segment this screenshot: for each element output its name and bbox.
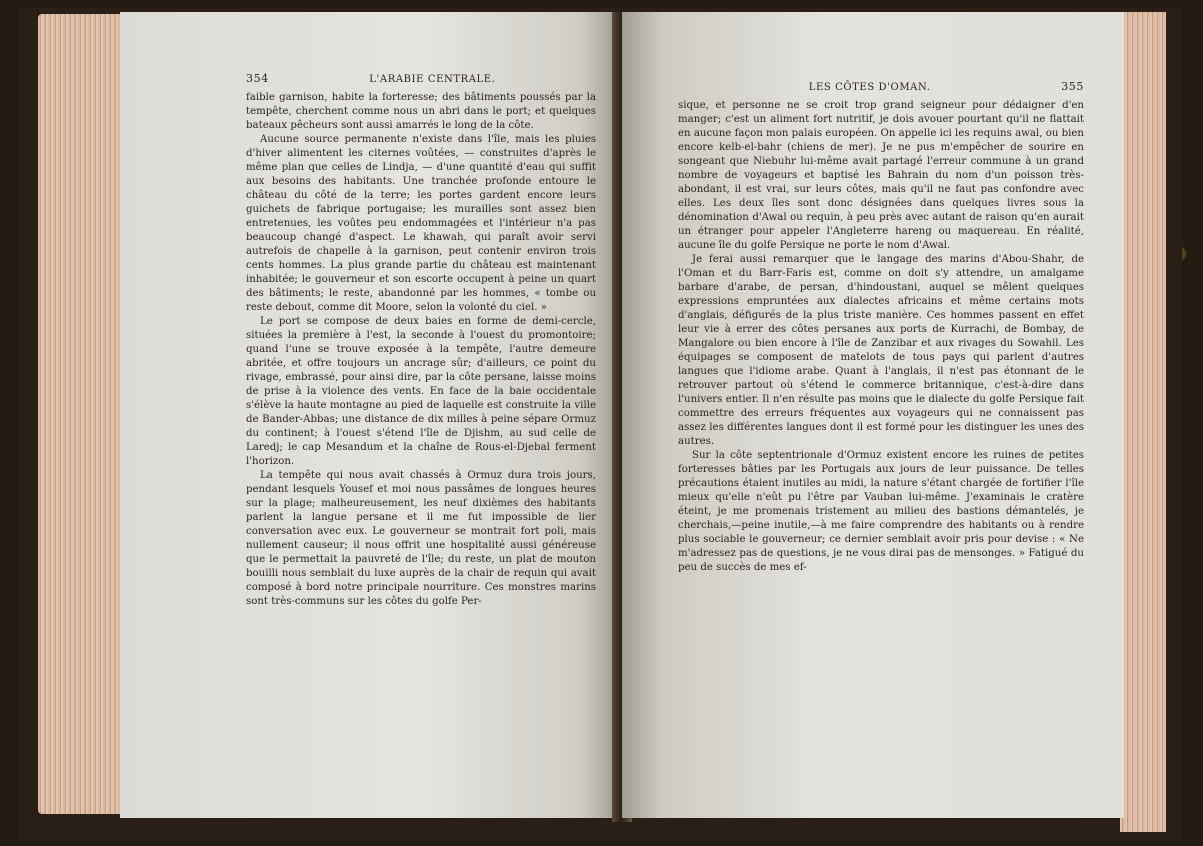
paragraph: Je ferai aussi remarquer que le langage des marins d'Abou-Shahr, de l'Oman et du Barr-Faris est, comme on doit s'y attendre, un amalgame barbare d'arabe, de persan, d'hindoustani, auquel se mêlent quelques expressions empruntées aux dialectes africains et même certains mots d'anglais, défigurés de la plus triste manière. Ces hommes passent en effet leur vie à errer des côtes persanes aux ports de Kurrachi, de Bombay, de Mangalore ou bien encore à l'île de Zanzibar et aux rivages du Sowahil. Les équipages se composent de matelots de tous pays qui parlent d'autres langues que l'idiome arabe. Quant à l'anglais, il n'est pas étonnant de le retrouver partout où s'étend le commerce britannique, c'est-à-dire dans l'univers entier. Il n'en résulte pas moins que le dialecte du golfe Persique fait commettre des erreurs fréquentes aux voyageurs qui ne connaissent pas assez les différentes langues dont il est formé pour les distinguer les unes des autres. (678, 254, 1084, 447)
left-running-head (246, 72, 596, 85)
right-body-text (678, 99, 1084, 575)
paragraph: La tempête qui nous avait chassés à Ormuz dura trois jours, pendant lesquels Yousef et moi nous passâmes de longues heures sur la plage; malheureusement, les neuf dixièmes des habitants parlent la langue persane et il me fut impossible de lier conversation avec eux. Le gouverneur se montrait fort poli, mais nullement causeur; il nous offrit une hospitalité aussi généreuse que le permettait la pauvreté de l'île; du reste, un plat de mouton bouilli nous semblait du luxe auprès de la chair de requin qui avait composé à bord notre principale nourriture. Ces monstres marins sont très-communs sur les côtes du golfe Per- (246, 470, 596, 607)
right-running-title: LES CÔTES D'OMAN. (808, 82, 931, 93)
right-page-number: 355 (1061, 80, 1084, 93)
paragraph: Le port se compose de deux baies en forme de demi-cercle, situées la première à l'est, la seconde à l'ouest du promontoire; quand l'une se trouve exposée à la tempête, l'autre demeure abritée, et offre toujours un ancrage sûr; d'ailleurs, ce point du rivage, embrassé, pour ainsi dire, par la côte persane, laisse moins de prise à la violence des vents. En face de la baie occidentale s'élève la haute montagne au pied de laquelle est construite la ville de Bander-Abbas; une distance de dix milles à peine sépare Ormuz du continent; à l'ouest s'étend l'île de Djishm, au sud celle de Laredj; le cap Mesandum et la chaîne de Rous-el-Djebal ferment l'horizon. (246, 316, 596, 467)
left-running-title: L'ARABIE CENTRALE. (369, 74, 496, 85)
left-page-edges (38, 14, 130, 814)
paragraph: faible garnison, habite la forteresse; des bâtiments poussés par la tempête, cherchent comme nous un abri dans le port; et quelques bateaux pêcheurs sont aussi amarrés le long de la côte. (246, 92, 596, 131)
right-running-head (678, 80, 1084, 93)
right-page-edges (1120, 12, 1166, 832)
left-page-number: 354 (246, 72, 269, 85)
left-page (120, 12, 620, 818)
paragraph: sique, et personne ne se croit trop grand seigneur pour dédaigner d'en manger; c'est un aliment fort nutritif, je dois avouer pourtant qu'il ne flattait en aucune façon mon palais européen. On appelle ici les requins awal, ou bien encore kelb-el-bahr (chiens de mer). Je ne pus m'empêcher de sourire en songeant que Niebuhr lui-même avait partagé l'erreur commune à un grand nombre de voyageurs et baptisé les Bahrain du nom d'un poisson très-abondant, il est vrai, sur leurs côtes, mais qu'il ne faut pas confondre avec elles. Les deux îles sont donc désignées dans quelques livres sous la dénomination d'Awal ou requin, à peu près avec autant de raison qu'en aurait un étranger pour appeler l'Angleterre hareng ou maquereau. En réalité, aucune île du golfe Persique ne porte le nom d'Awal. (678, 100, 1084, 251)
paragraph: Sur la côte septentrionale d'Ormuz existent encore les ruines de petites forteresses bâties par les Portugais aux jours de leur puissance. De telles précautions étaient inutiles au midi, la nature s'étant chargée de fortifier l'île mieux qu'elle n'eût pu l'être par Vauban lui-même. J'examinais le cratère éteint, je me promenais tristement au milieu des bastions démantelés, je cherchais,—peine inutile,—à me faire comprendre des habitants ou à rendre plus sociable le gouverneur; ce dernier semblait avoir pris pour devise : « Ne m'adressez pas de questions, je ne vous dirai pas de mensonges. » Fatigué du peu de succès de mes ef- (678, 450, 1084, 573)
right-page (622, 12, 1124, 818)
left-body-text (246, 91, 596, 609)
paragraph: Aucune source permanente n'existe dans l'île, mais les pluies d'hiver alimentent les citernes voûtées, — construites d'après le même plan que celles de Lindja, — d'une quantité d'eau qui suffit aux besoins des habitants. Une tranchée profonde entoure le château du côté de la terre; les portes gardent encore leurs guichets de fabrique portugaise; les murailles sont assez bien entretenues, les voûtes peu endommagées et l'intérieur n'a pas beaucoup changé d'aspect. Le khawah, qui paraît avoir servi autrefois de chapelle à la garnison, peut contenir environ trois cents hommes. La plus grande partie du château est maintenant inhabitée; le gouverneur et son escorte occupent à peine un quart des bâtiments; le reste, abandonné par les hommes, « tombe ou reste debout, comme dit Moore, selon la volonté du ciel. » (246, 134, 596, 313)
